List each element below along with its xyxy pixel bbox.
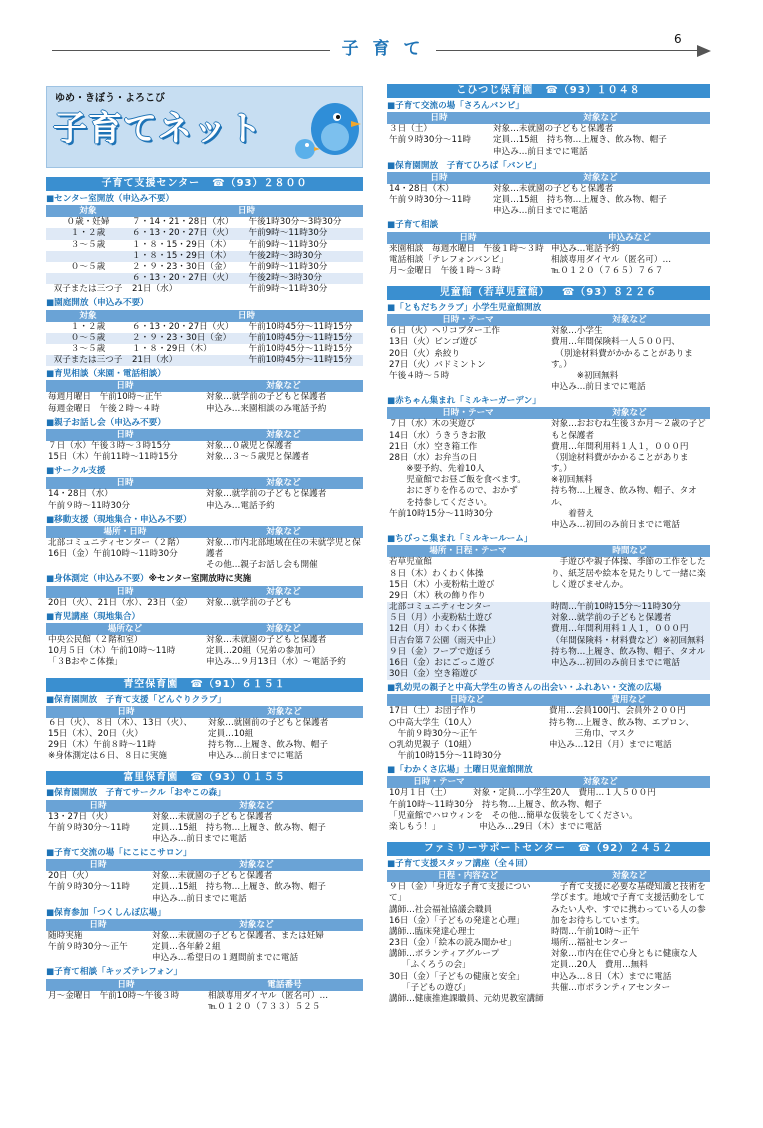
table-header: 対象など <box>204 623 363 635</box>
table-cell: １・８・15・29日（木） <box>130 251 247 262</box>
table-fujimi-s2 <box>46 859 363 905</box>
table-cell: ３～５歳 <box>70 343 106 354</box>
table-row <box>387 184 710 218</box>
table-header: 対象など <box>549 870 710 882</box>
section-bar-fujimi: 富里保育園 ☎（93）０１５５ <box>46 771 363 785</box>
table-center-s1 <box>46 205 363 295</box>
table-header: 日時 <box>46 859 150 871</box>
subheading: ■乳幼児の親子と中高大学生の皆さんの出会い・ふれあい・交流の広場 <box>387 683 662 694</box>
table-fujimi-s1 <box>46 800 363 846</box>
table-header: 日時 <box>387 232 549 244</box>
table-cell: 20日（火） 午前９時30分～11時 <box>48 871 131 893</box>
table-cell: 相談専用ダイヤル（匿名可）… ℡０１２０（７３３）５２５ <box>208 990 329 1012</box>
table-header: 場所など <box>46 623 204 635</box>
table-fujimi-s4 <box>46 979 363 1013</box>
table-center-s7 <box>46 586 363 609</box>
subheading: ■保育園開放 子育て支援「どんぐりクラブ」 <box>46 694 226 705</box>
table-aozora <box>46 706 363 763</box>
table-header: 対象など <box>204 477 363 489</box>
table-row <box>387 419 710 531</box>
table-cell: 双子または三つ子 <box>46 355 130 366</box>
table-cell: ３日（土） 午前９時30分～11時 <box>389 124 472 146</box>
page-header <box>0 28 763 64</box>
table-jidokan-s4 <box>387 694 710 762</box>
table-cell: 月～金曜日 午前10時～午後３時 <box>48 990 180 1001</box>
table-cell: 午前9時～11時30分 <box>248 239 328 250</box>
subheading: ■「ともだちクラブ」小学生児童館開放 <box>387 303 542 314</box>
table-header: 対象など <box>150 919 363 931</box>
table-cell: 対象…就学前の子ども <box>206 597 292 608</box>
table-cell: 時間…午前10時15分～11時30分 対象…就学前の子どもと保護者 費用…年間利用料１人１，０００円 （年間保険料・材料費など）※初回無料 持ち物…上履き、飲み物、帽子、タオル 申込み…初回のみ前日までに電話 <box>549 602 710 680</box>
page-title: 子 育 て <box>330 38 436 60</box>
table-cell: 対象…未就園の子どもと保護者 定員…15組 持ち物…上履き、飲み物、帽子 申込み…前日までに電話 <box>493 183 667 217</box>
subheading: ■赤ちゃん集まれ「ミルキーガーデン」 <box>387 396 541 407</box>
info-table <box>46 526 363 572</box>
section-bar-jidokan: 児童館（若草児童館） ☎（93）８２２６ <box>387 286 710 300</box>
table-cell: 北部コミュニティセンター ５日（月）小麦粉粘土遊び 12日（月）わくわく体操 日吉台第７公園（雨天中止） ９日（金）フープで遊ぼう 16日（金）おにごっこ遊び 30日（金）空き箱遊び <box>387 602 549 680</box>
table-header: 日時 <box>46 586 204 598</box>
subheading: ■子育て相談 <box>387 220 439 231</box>
subheading: ■保育園開放 子育てサークル「おやこの森」 <box>46 788 226 799</box>
table-cell: 北部コミュニティセンター（２階） 16日（金）午前10時～11時30分 <box>48 537 185 560</box>
info-table <box>387 776 710 833</box>
table-cell: ６日（火）ヘリコプター工作 13日（火）ビンゴ遊び 20日（火）糸絞り 27日（火）バドミントン 午後４時～５時 <box>389 326 500 381</box>
table-row <box>387 557 710 602</box>
subheading: ■センター室開放（申込み不要） <box>46 194 175 204</box>
table-cell: ６・13・20・27日（火） <box>132 321 234 332</box>
table-center-s5 <box>46 477 363 511</box>
subheading: ■親子お話し会（申込み不要） <box>46 417 166 428</box>
table-header: 日時・テーマ <box>387 776 491 788</box>
info-table <box>387 112 710 158</box>
table-cell: ０～５歳 <box>70 261 106 272</box>
section-bar-aozora: 青空保育園 ☎（91）６１５１ <box>46 678 363 692</box>
subheading: ■育児相談（来園・電話相談） <box>46 369 166 380</box>
table-row <box>46 991 363 1013</box>
info-table <box>46 979 363 1013</box>
info-table <box>46 623 363 669</box>
table-cell: 対象…おおむね生後３か月～２歳の子ど もと保護者 費用…年間利用料１人１，０００円 （別途材料費がかかることがあります。） ※初回無料 持ち物…上履き、飲み物、帽子、タオル、 着替え 申込み…初回のみ前日までに電話 <box>551 419 706 530</box>
bird-icon <box>291 91 363 165</box>
table-cell: １・２歳 <box>46 228 130 239</box>
table-row <box>46 812 363 846</box>
table-center-s6 <box>46 526 363 572</box>
table-header: 対象など <box>204 526 363 538</box>
table-center-s2 <box>46 310 363 367</box>
subheading: ■園庭開放（申込み不要） <box>46 298 149 309</box>
table-header: 対象など <box>491 112 710 124</box>
table-cell <box>46 251 130 262</box>
subheading: ■移動支援（現地集合・申込み不要） <box>46 514 192 525</box>
table-kohitsuji-s1 <box>387 112 710 158</box>
table-row <box>46 718 363 763</box>
table-cell: 午前9時～11時30分 <box>248 261 328 272</box>
table-header: 日時・テーマ <box>387 407 549 419</box>
table-row <box>46 284 363 295</box>
table-center-s3 <box>46 380 363 414</box>
right-column <box>387 84 710 1005</box>
section-bar-family: ファミリーサポートセンター ☎（92）２４５２ <box>387 842 710 856</box>
table-row <box>46 489 363 511</box>
table-cell: 費用…会員100円、会員外２００円 持ち物…上履き、飲み物、エプロン、 三角巾、マスク 申込み…12日（月）までに電話 <box>549 706 695 750</box>
subheading: ■身体測定（申込み不要）※センター室開放時に実施 <box>46 574 252 585</box>
table-header: 場所・日時 <box>46 526 204 538</box>
table-cell: 午後1時30分～3時30分 <box>248 217 342 228</box>
table-kohitsuji-s3 <box>387 232 710 278</box>
table-row <box>46 262 363 273</box>
subheading: ■子育て相談「キッズテレフォン」 <box>46 967 183 978</box>
table-cell: 対象…未就園の子どもと保護者 定員…15組 持ち物…上履き、飲み物、帽子 申込み…前日までに電話 <box>152 871 326 904</box>
banner-title: 子育てネット <box>53 109 263 149</box>
table-cell: 毎週月曜日 午前10時～正午 毎週金曜日 午後２時～４時 <box>48 392 163 414</box>
table-header: 日時 <box>130 310 363 322</box>
table-row <box>46 240 363 251</box>
subheading: ■保育園開放 子育てひろば「バンビ」 <box>387 160 542 171</box>
left-column <box>46 86 363 1013</box>
table-cell: 来園相談 毎週水曜日 午後１時～３時 電話相談「テレフォンバンビ」 月～金曜日 午後１時～３時 <box>389 243 544 276</box>
table-row <box>46 322 363 333</box>
table-row <box>46 355 363 366</box>
table-cell: 午後2時～3時30分 <box>247 273 364 284</box>
table-cell: ２・９・23・30日（金） <box>130 333 247 344</box>
table-header: 日時 <box>46 919 150 931</box>
table-header: 日時 <box>387 112 491 124</box>
table-row <box>387 244 710 278</box>
table-header: 場所・日程・テーマ <box>387 545 549 557</box>
table-cell: 14・28日（木） 午前９時30分～11時 <box>389 183 472 206</box>
table-cell: 対象…未就園の子どもと保護者 定員…20組（兄弟の参加可） 申込み…９月13日（水）～電話予約 <box>206 634 346 668</box>
table-cell: 子育て支援に必要な基礎知識と技術を 学びます。地域で子育て支援活動をして みたい人や、すでに携わっている人の参 加をお待ちしています。 時間…午前10時～正午 場所…福祉センター 対象…市内在住で心身ともに健康な人 定員…20人 費用…無料 申込み…８日（木）までに電話 共催…市ボランティアセンター <box>551 882 706 993</box>
table-cell: ３～５歳 <box>70 239 106 250</box>
info-table <box>46 706 363 763</box>
subheading: ■保育参加「つくしんぼ広場」 <box>46 907 166 918</box>
table-header: 時間など <box>549 545 710 557</box>
info-table <box>46 429 363 463</box>
table-cell: ６日（火）、８日（木）、13日（火）、 15日（木）、20日（火） 29日（木）午前８時～11時 ※身体測定は６日、８日に実施 <box>48 717 193 762</box>
table-header: 日時 <box>46 477 204 489</box>
table-cell: ０～５歳 <box>46 333 130 344</box>
table-row <box>46 273 363 284</box>
table-cell: 午前10時45分～11時15分 <box>248 321 353 332</box>
banner <box>46 86 363 168</box>
table-cell: １・８・29日（木） <box>132 343 212 354</box>
subheading: ■子育て交流の場「にこにこサロン」 <box>46 848 192 859</box>
page-number: 6 <box>674 32 682 46</box>
table-jidokan-s1 <box>387 314 710 393</box>
table-row <box>387 788 710 833</box>
table-cell: 対象…就学前の子どもと保護者 申込み…来園相談のみ電話予約 <box>206 392 327 414</box>
table-header: 対象など <box>150 800 363 812</box>
table-cell: 手遊びや親子体操、季節の工作をした り、紙芝居や絵本を見たりして一緒に楽 しく遊びませんか。 <box>551 557 706 590</box>
table-header: 日時 <box>46 979 206 991</box>
table-header: 対象など <box>204 429 363 441</box>
table-header: 日時 <box>46 800 150 812</box>
table-header: 対象など <box>150 859 363 871</box>
table-header: 対象など <box>204 380 363 392</box>
section-bar-center: 子育て支援センター ☎（93）２８００ <box>46 177 363 191</box>
table-cell <box>46 273 130 284</box>
info-table <box>46 205 363 295</box>
table-cell: 14・28日（水） 午前９時～11時30分 <box>48 489 131 511</box>
info-table <box>46 919 363 965</box>
table-row <box>46 344 363 355</box>
info-table <box>46 859 363 905</box>
table-cell: 午前10時45分～11時15分 <box>247 333 364 344</box>
table-cell: 対象…未就園の子どもと保護者、または妊婦 定員…各年齢２組 申込み…希望日の１週間前までに電話 <box>152 930 324 964</box>
table-cell: 中央公民館（２階和室） 10月５日（木）午前10時～11時 「３Bおやこ体操」 <box>48 634 176 668</box>
table-cell: 午前10時45分～11時15分 <box>248 343 353 354</box>
table-cell: 若草児童館 ８日（木）わくわく体操 15日（木）小麦粉粘土遊び 29日（木）秋の飾り作り <box>389 557 495 601</box>
table-header: 申込みなど <box>549 232 710 244</box>
subheading: ■子育て交流の場「さろんバンビ」 <box>387 101 525 111</box>
table-row <box>46 931 363 965</box>
table-jidokan-s3 <box>387 545 710 680</box>
table-row <box>387 326 710 393</box>
table-header: 対象 <box>46 205 130 217</box>
table-jidokan-s5 <box>387 776 710 833</box>
table-header: 日時 <box>387 172 491 184</box>
table-row <box>46 392 363 414</box>
table-cell: ７日（水）午後３時～３時15分 15日（木）午前11時～11時15分 <box>48 440 178 463</box>
section-bar-kohitsuji: こひつじ保育園 ☎（93）１０４８ <box>387 84 710 98</box>
table-cell: 13・27日（火） 午前９時30分～11時 <box>48 811 131 833</box>
info-table <box>46 477 363 511</box>
table-row <box>46 228 363 239</box>
table-center-s4 <box>46 429 363 463</box>
table-header: 日時など <box>387 694 547 706</box>
table-header: 対象など <box>491 776 710 788</box>
table-row <box>387 882 710 1005</box>
subheading: ■ちびっこ集まれ「ミルキールーム」 <box>387 534 533 545</box>
table-row <box>46 333 363 344</box>
table-header: 日時 <box>130 205 363 217</box>
subheading: ■「わかくさ広場」土曜日児童館開放 <box>387 765 533 776</box>
table-row <box>46 635 363 669</box>
subheading: ■育児講座（現地集合） <box>46 611 141 622</box>
table-row <box>46 598 363 609</box>
info-table <box>387 172 710 218</box>
table-center-s8 <box>46 623 363 669</box>
table-cell: ６・13・20・27日（火） <box>130 228 247 239</box>
info-table <box>387 870 710 1005</box>
table-cell: 午後2時～3時30分 <box>247 251 364 262</box>
table-header: 電話番号 <box>206 979 363 991</box>
info-table <box>387 407 710 531</box>
table-cell: ０歳・妊婦 <box>66 217 110 228</box>
table-header: 対象 <box>46 310 130 322</box>
table-row <box>46 871 363 905</box>
table-cell: ９日（金）「身近な子育て支援について」 講師…社会福祉協議会職員 16日（金）「子どもの発達と心理」 講師…臨床発達心理士 23日（金）「絵本の読み聞かせ」 講師…ボランティアグループ 「ふくろうの会」 30日（金）「子どもの健康と安全」 「子どもの遊び」 講師…健康推進課職員、元幼児教室講師 <box>389 882 544 1004</box>
table-header: 対象など <box>491 172 710 184</box>
table-cell: 対象…就学前の子どもと保護者 申込み…電話予約 <box>206 489 327 511</box>
table-cell: 対象…０歳児と保護者 対象…３～５歳児と保護者 <box>206 440 310 463</box>
table-cell: 申込み…電話予約 相談専用ダイヤル（匿名可）… ℡０１２０（７６５）７６７ <box>551 243 672 276</box>
info-table <box>387 232 710 278</box>
table-cell: 10月１日（土） 対象・定員…小学生20人 費用…１人５００円 午前10時～11時30分 持ち物…上履き、飲み物、帽子 「児童館でハロウィンを その他…簡単な仮装をしてください。 楽しもう！」 申込み…29日（木）までに電話 <box>389 788 656 832</box>
table-cell: 21日（水） <box>132 284 178 295</box>
table-cell: 午前9時～11時30分 <box>247 228 364 239</box>
subheading: ■子育て支援スタッフ講座（全４回） <box>387 859 533 870</box>
table-jidokan-s2 <box>387 407 710 531</box>
table-cell: 対象…市内北部地域在住の未就学児と保護者 その他…親子お話し会も開催 <box>206 537 361 571</box>
subheading: ■サークル支援 <box>46 466 106 477</box>
table-header: 対象など <box>206 706 363 718</box>
table-row <box>46 441 363 463</box>
table-kohitsuji-s2 <box>387 172 710 218</box>
table-cell: 双子または三つ子 <box>53 284 123 295</box>
banner-subtitle: ゆめ・きぼう・よろこび <box>55 93 165 104</box>
table-header: 日時 <box>46 380 204 392</box>
table-header: 対象など <box>204 586 363 598</box>
table-row <box>387 602 710 680</box>
table-cell: 対象…未就園の子どもと保護者 定員…15組 持ち物…上履き、飲み物、帽子 申込み…前日までに電話 <box>493 124 667 157</box>
table-cell: １・８・15・29日（木） <box>132 239 232 250</box>
table-row <box>46 217 363 228</box>
table-cell: 午前10時45分～11時15分 <box>247 355 364 366</box>
table-header: 費用など <box>547 694 710 706</box>
table-cell: 対象…未就園の子どもと保護者 定員…15組 持ち物…上履き、飲み物、帽子 申込み…前日までに電話 <box>152 811 326 844</box>
table-header: 日時 <box>46 429 204 441</box>
info-table <box>387 545 710 680</box>
table-cell: 随時実施 午前９時30分～正午 <box>48 930 128 953</box>
table-cell: ２・９・23・30日（金） <box>132 261 232 272</box>
table-cell: ７・14・21・28日（水） <box>132 217 234 228</box>
table-header: 日時 <box>46 706 206 718</box>
info-table <box>46 800 363 846</box>
info-table <box>46 380 363 414</box>
table-row <box>387 706 710 762</box>
info-table <box>387 314 710 393</box>
arrow-right-icon <box>697 45 711 57</box>
table-cell: 午前9時～11時30分 <box>248 284 328 295</box>
table-row <box>387 124 710 158</box>
table-cell: 21日（水） <box>130 355 247 366</box>
info-table <box>46 310 363 367</box>
info-table <box>387 694 710 762</box>
info-table <box>46 586 363 609</box>
table-cell: 17日（土）お団子作り ○中高大学生（10人） 午前９時30分～正午 ○乳幼児親子（10組） 午前10時15分～11時30分 <box>389 706 502 762</box>
table-header: 対象など <box>549 314 710 326</box>
table-cell: １・２歳 <box>70 321 106 332</box>
table-header: 対象など <box>549 407 710 419</box>
table-cell: 20日（火）、21日（水）、23日（金） <box>48 597 193 608</box>
table-cell: 対象…就園前の子どもと保護者 定員…10組 持ち物…上履き、飲み物、帽子 申込み…前日までに電話 <box>208 717 329 762</box>
table-cell: ６・13・20・27日（火） <box>130 273 247 284</box>
table-fujimi-s3 <box>46 919 363 965</box>
table-row <box>46 251 363 262</box>
table-header: 日時・テーマ <box>387 314 549 326</box>
table-cell: ７日（水）木の実遊び 14日（水）うきうきお散 21日（水）空き箱工作 28日（水）お弁当の日 ※要予約、先着10人 児童館でお昼ご飯を食べます。 おにぎりを作るので、おかず を持参してください。 午前10時15分～11時30分 <box>389 419 526 519</box>
table-header: 日程・内容など <box>387 870 549 882</box>
table-cell: 対象…小学生 費用…年間保険料一人５００円、 （別途材料費がかかることがあります。） ※初回無料 申込み…前日までに電話 <box>551 326 693 393</box>
table-family <box>387 870 710 1005</box>
table-row <box>46 538 363 572</box>
